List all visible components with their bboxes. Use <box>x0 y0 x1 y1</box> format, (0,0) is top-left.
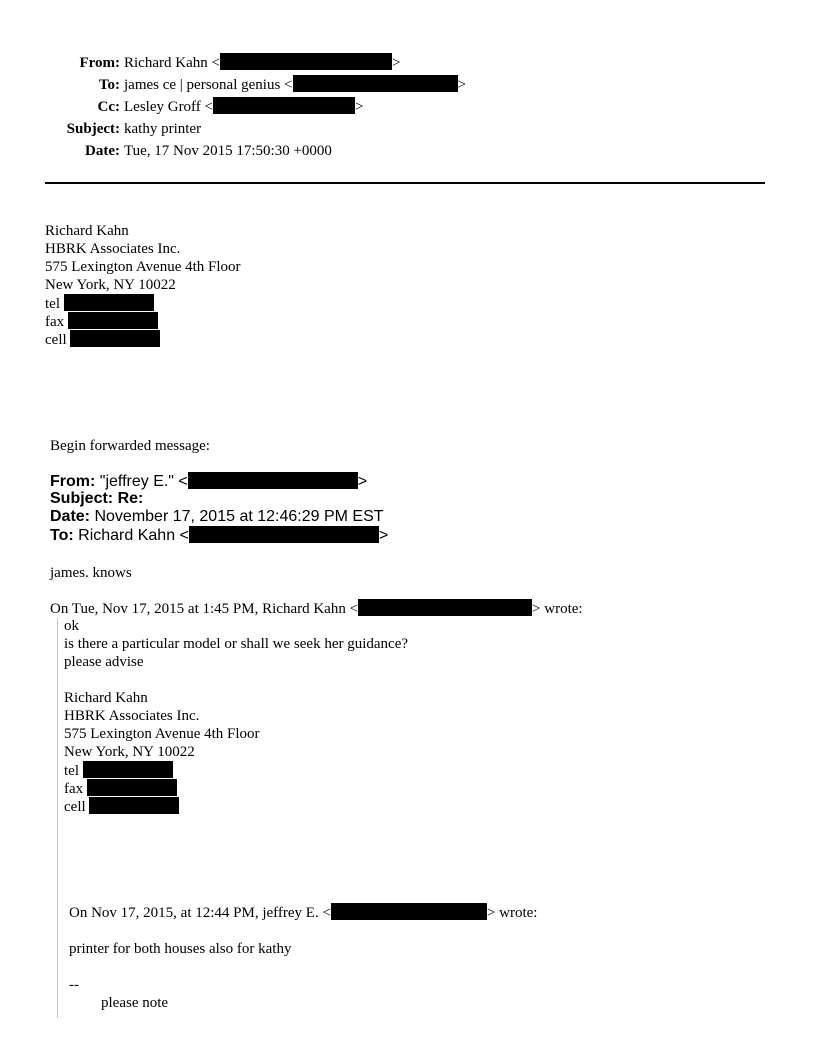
fwd-subject-value: Re: <box>117 490 144 507</box>
redacted-email <box>188 472 358 489</box>
sig-cell-row <box>45 330 160 348</box>
redacted-email <box>220 53 392 70</box>
from-close: > <box>391 55 401 71</box>
date-label: Date: <box>85 143 120 159</box>
fwd-to-label: To: <box>50 527 74 544</box>
redacted-phone <box>68 312 158 329</box>
to-label: To: <box>98 77 120 93</box>
cc-close: > <box>355 99 364 115</box>
redacted-phone <box>89 797 179 814</box>
quote2-separator: -- <box>69 977 79 993</box>
cc-label: Cc: <box>97 99 120 115</box>
fax-label: fax <box>45 314 65 330</box>
quote1-attribution <box>50 599 583 617</box>
header-cc-row <box>0 97 363 117</box>
fwd-from-label: From: <box>50 473 96 490</box>
forwarded-intro: Begin forwarded message: <box>50 438 210 454</box>
fax-label: fax <box>64 781 84 797</box>
redacted-phone <box>70 330 160 347</box>
to-value: james ce | personal genius < <box>124 77 293 93</box>
subject-value: kathy printer <box>124 121 202 137</box>
fwd-to-close: > <box>378 527 389 544</box>
sig-company: HBRK Associates Inc. <box>45 241 181 257</box>
quote1-attr-post: > wrote: <box>532 601 583 617</box>
fwd-subject-label: Subject: <box>50 490 114 507</box>
cell-label: cell <box>64 799 86 815</box>
from-label: From: <box>79 55 120 71</box>
fwd-from-value: "jeffrey E." < <box>99 473 188 490</box>
fwd-date-value: November 17, 2015 at 12:46:29 PM EST <box>94 508 384 525</box>
quote-bar <box>57 618 58 1018</box>
quote1-line2: is there a particular model or shall we seek her guidance? <box>64 636 409 652</box>
quote1-sig-address1: 575 Lexington Avenue 4th Floor <box>64 726 260 742</box>
tel-label: tel <box>64 763 79 779</box>
fwd-date-row <box>50 508 384 526</box>
quote1-attr-pre: On Tue, Nov 17, 2015 at 1:45 PM, Richard Kahn < <box>50 601 359 617</box>
sig-address2: New York, NY 10022 <box>45 277 176 293</box>
redacted-email <box>331 903 487 920</box>
fwd-to-value: Richard Kahn < <box>78 527 189 544</box>
from-value: Richard Kahn < <box>124 55 220 71</box>
quote2-attr-pre: On Nov 17, 2015, at 12:44 PM, jeffrey E. < <box>69 905 331 921</box>
quote1-fax-row <box>64 779 177 797</box>
header-subject-row <box>0 119 201 139</box>
fwd-subject-row <box>50 490 143 508</box>
cc-value: Lesley Groff < <box>124 99 213 115</box>
quote2-attr-post: > wrote: <box>486 905 538 921</box>
fwd-to-row <box>50 526 388 544</box>
fwd-from-close: > <box>357 473 368 490</box>
tel-label: tel <box>45 296 60 312</box>
header-date-row <box>0 141 332 161</box>
redacted-phone <box>64 294 154 311</box>
quote2-note: please note <box>101 995 169 1011</box>
sig-fax-row <box>45 312 158 330</box>
quote1-cell-row <box>64 797 179 815</box>
quote1-sig-company: HBRK Associates Inc. <box>64 708 200 724</box>
forwarded-body: james. knows <box>50 565 132 581</box>
cell-label: cell <box>45 332 67 348</box>
redacted-email <box>213 97 355 114</box>
to-close: > <box>457 77 466 93</box>
redacted-email <box>358 599 532 616</box>
redacted-phone <box>87 779 177 796</box>
quote1-tel-row <box>64 761 173 779</box>
quote1-line1: ok <box>64 618 79 634</box>
subject-label: Subject: <box>66 121 120 137</box>
quote2-body: printer for both houses also for kathy <box>69 941 292 957</box>
sig-tel-row <box>45 294 154 312</box>
quote1-line3: please advise <box>64 654 144 670</box>
redacted-email <box>189 526 379 543</box>
quote1-sig-address2: New York, NY 10022 <box>64 744 195 760</box>
redacted-phone <box>83 761 173 778</box>
fwd-date-label: Date: <box>50 508 91 525</box>
header-from-row <box>0 53 400 73</box>
redacted-email <box>293 75 458 92</box>
fwd-from-row <box>50 472 367 490</box>
quote1-sig-name: Richard Kahn <box>64 690 148 706</box>
date-value: Tue, 17 Nov 2015 17:50:30 +0000 <box>124 143 332 159</box>
quote2-attribution <box>69 903 537 921</box>
sig-address1: 575 Lexington Avenue 4th Floor <box>45 259 241 275</box>
header-to-row <box>0 75 466 95</box>
sig-name: Richard Kahn <box>45 223 129 239</box>
header-divider <box>45 182 765 184</box>
